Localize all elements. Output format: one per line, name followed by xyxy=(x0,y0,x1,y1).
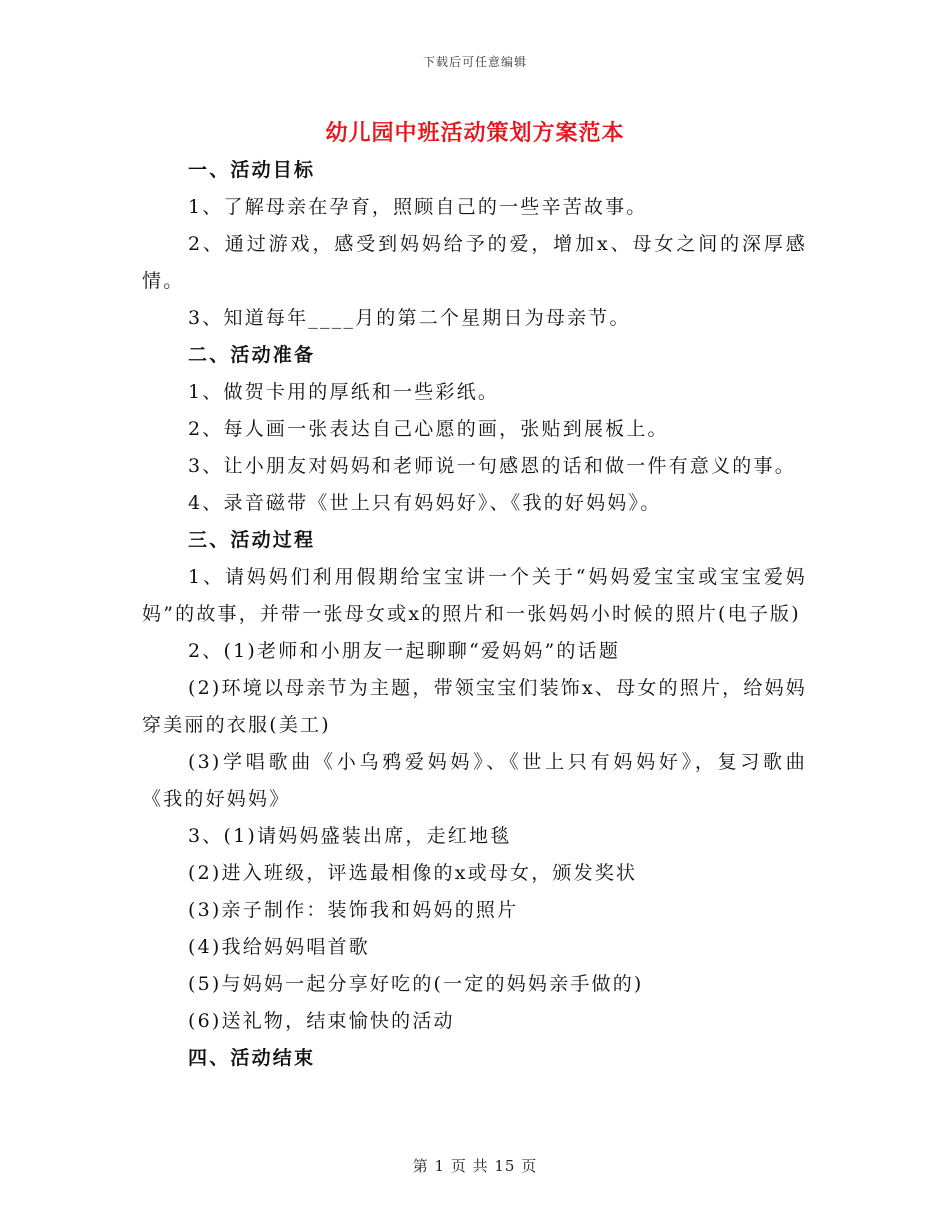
section-heading-goals: 一、活动目标 xyxy=(188,159,316,181)
prep-item-3: 3、让小朋友对妈妈和老师说一句感恩的话和做一件有意义的事。 xyxy=(188,455,796,477)
section-heading-process: 三、活动过程 xyxy=(188,529,316,551)
document-body xyxy=(142,152,807,1077)
goal-item-3: 3、知道每年____月的第二个星期日为母亲节。 xyxy=(188,307,631,329)
process-item-3-1: 3、(1)请妈妈盛装出席，走红地毯 xyxy=(188,825,512,847)
prep-item-1: 1、做贺卡用的厚纸和一些彩纸。 xyxy=(188,381,500,403)
process-item-3-6: (6)送礼物，结束愉快的活动 xyxy=(188,1010,455,1032)
process-item-3-3: (3)亲子制作：装饰我和妈妈的照片 xyxy=(188,899,519,921)
prep-item-2: 2、每人画一张表达自己心愿的画，张贴到展板上。 xyxy=(188,418,669,440)
process-item-3-4: (4)我给妈妈唱首歌 xyxy=(188,936,370,958)
prep-item-4: 4、录音磁带《世上只有妈妈好》、《我的好妈妈》。 xyxy=(188,492,662,514)
process-item-2-2: (2)环境以母亲节为主题，带领宝宝们装饰x、母女的照片，给妈妈穿美丽的衣服(美工) xyxy=(142,677,807,736)
section-heading-end: 四、活动结束 xyxy=(188,1047,316,1069)
header-note: 下载后可任意编辑 xyxy=(422,55,527,69)
section-heading-preparation: 二、活动准备 xyxy=(188,344,316,366)
goal-item-2: 2、通过游戏，感受到妈妈给予的爱，增加x、母女之间的深厚感情。 xyxy=(142,233,807,292)
page-footer: 第 1 页 共 15 页 xyxy=(412,1157,538,1175)
process-item-2-1: 2、(1)老师和小朋友一起聊聊“爱妈妈”的话题 xyxy=(188,640,621,662)
document-title: 幼儿园中班活动策划方案范本 xyxy=(325,120,625,146)
goal-item-1: 1、了解母亲在孕育，照顾自己的一些辛苦故事。 xyxy=(188,196,648,218)
process-item-3-2: (2)进入班级，评选最相像的x或母女，颁发奖状 xyxy=(188,862,638,884)
process-item-1: 1、请妈妈们利用假期给宝宝讲一个关于“妈妈爱宝宝或宝宝爱妈妈”的故事，并带一张母女或x的照片和一张妈妈小时候的照片(电子版) xyxy=(142,566,807,625)
process-item-2-3: (3)学唱歌曲《小乌鸦爱妈妈》、《世上只有妈妈好》，复习歌曲《我的好妈妈》 xyxy=(142,751,807,810)
process-item-3-5: (5)与妈妈一起分享好吃的(一定的妈妈亲手做的) xyxy=(188,973,644,995)
